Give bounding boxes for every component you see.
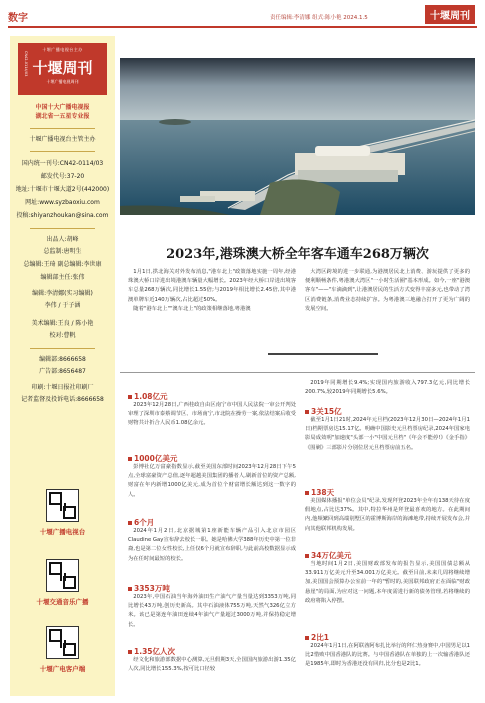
item-body: 当地时间1月2日,美国财政部发布的报告显示,美国国债总额从33.911万亿美元升至34.001万亿美元。截至目前,未来几周将继续增加,美国国会预算办公室前一年的"暂时的,美国联邦政府正在面临"财政悬崖"的局面,为应对这一问题,本年度需进行新的债务管理,若将继续的政府将陷入停摆。 xyxy=(305,561,470,604)
item-title: 6个月 xyxy=(128,517,154,528)
tagline-1: 中国十大广播电视报 xyxy=(35,104,90,111)
qr-code-radio[interactable] xyxy=(46,559,79,592)
editors-line-4: 李伟 / 于子涵 xyxy=(44,302,81,309)
item-title: 1.08亿元 xyxy=(128,391,168,402)
masthead-code: CN42-0114/03 xyxy=(24,51,28,77)
email: 投稿:shiyanzhoukan@sina.com xyxy=(16,212,109,219)
website: 网址:www.syzbaoxiu.com xyxy=(25,199,100,206)
divider xyxy=(30,348,95,349)
qr-code-app[interactable] xyxy=(46,626,79,659)
qr-caption-app: 十堰广电客户端 xyxy=(39,665,86,673)
item-body: 经文化和旅游部数据中心测算,元旦假期3天,全国国内旅游出游1.35亿人次,同比增长155.3%,按可比口径较 xyxy=(128,657,296,673)
publication-code: 国内统一刊号:CN42-0114/03 xyxy=(21,160,104,167)
masthead-block xyxy=(18,43,107,95)
page-header xyxy=(0,0,485,30)
article-paragraph: 1月1日,拱北海关对外发布消息,"港车北上"政策落地实施一周年,经港珠澳大桥口岸进出境港澳车辆量大幅增长。2023年经大桥口岸进出境客车总量268万辆次,同比增长1.55倍;与2019年相比增长2.45倍,其中港澳单牌车近140万辆次,占比超过50%。 xyxy=(128,269,296,303)
article-column-2 xyxy=(305,268,470,314)
item-body: 截至1月1日21时,2024年元旦档(2023年12月30日—2024年1月1日)档期票房达15.17亿。明确中国影史元旦档票房纪录,2024年国家电影局成效明"加速度"头部一小"中国元旦档"《年会不能停!》《金手指》《围剿》三部影片分别位居元旦档票房前五名。 xyxy=(305,417,470,451)
item-title: 34万亿美元 xyxy=(305,550,351,561)
masthead-subtitle: 十堰广播电视周刊 xyxy=(46,79,79,84)
item-body: 2024年1月1日,在阿联酋阿布扎比举行的拜仁热身赛中,中国男足以1比2惜败中国香港队的比赛。与中国香港队在单独的上一次输香港队还是1985年,即时为香港还没有回归,比分也是2比1。 xyxy=(305,643,470,668)
printer: 印刷:十堰日报社印刷厂 xyxy=(31,384,94,391)
editors-line-1: 总编辑:王琦 副总编辑:李世康 xyxy=(23,261,102,268)
phone-ads: 广告部:8656487 xyxy=(39,368,86,375)
qr-caption-radio: 十堰交通音乐广播 xyxy=(36,598,89,606)
article-paragraph: 随着"港车北上""澳车北上"的政策相继落地,粤港澳 xyxy=(133,305,251,312)
brand-logo: 十堰周刊 xyxy=(425,5,475,24)
masthead-sponsor: 十堰广播电视台主办 xyxy=(42,47,83,52)
item-title: 2比1 xyxy=(305,632,329,643)
art-editor: 美术编辑:王良 / 陈小艳 xyxy=(31,320,94,327)
section-label: 数字 xyxy=(8,13,28,24)
item-body: 2023年12月28日,广西桂政自由区南宁市中国人民法院一审公开判处审理了深圳市泰蔡调节区、市场南宁,市北院在操劳一案,依法结案后收受财物共计折合人民币1.08亿余元。 xyxy=(128,402,296,427)
section-divider xyxy=(120,372,475,373)
tagline-2: 湖北省一五星专业报 xyxy=(35,113,90,120)
divider xyxy=(30,151,95,152)
editors-line-3: 编辑:李清娜(实习编辑) xyxy=(32,290,93,297)
masthead-sidebar xyxy=(10,36,115,696)
publisher: 出品人:胡峰 xyxy=(46,236,79,243)
bridge-photo xyxy=(120,58,475,215)
article-headline: 2023年,港珠澳大桥全年客车通车268万辆次 xyxy=(166,247,429,262)
editor-credits: 责任编辑:李清娜 组式:陈小艳 2024.1.5 xyxy=(270,15,368,21)
item-body: 2023年,中国石油当年海外油田生产油气产量当量达到3353万吨,同比增长43万吨,创历史新高。其中石油液体755万吨,天然气326亿立方米。该已是第连年油田连续4年油气产量超过3000万吨,并保持稳定增长。 xyxy=(128,594,296,628)
chief-editor: 总监制:唐明生 xyxy=(43,248,82,255)
sponsor-line: 十堰广播电视台主管主办 xyxy=(29,136,96,143)
editors-line-2: 编辑部主任:张伟 xyxy=(40,274,85,281)
divider xyxy=(30,128,95,129)
masthead-title: 十堰周刊 xyxy=(32,59,93,77)
header-rule xyxy=(8,26,477,28)
item-body: 彭博社亿万富豪指数显示,截至美国东部时间2023年12月28日下午5点,全球富豪资产总值,逐年超越美国集团的播者人,刷新首位的资产总额,财富在年内新增1000亿美元,成为首位个财富增长额达到这一数字的人。 xyxy=(128,464,296,498)
divider xyxy=(30,228,95,229)
item-body-continued: 2019年同期增长9.4%;实现国内旅游收入797.3亿元,同比增长200.7%,较2019年同期增长5.6%。 xyxy=(305,380,470,396)
item-title: 3353万吨 xyxy=(128,583,170,594)
qr-code-tv[interactable] xyxy=(46,489,79,522)
item-title: 3关15亿 xyxy=(305,406,342,417)
article-paragraph: 大湾区跨境的进一步联通,为港澳居民北上消费、游玩提供了更多的便利顺畅条件,粤港澳大湾区"一小时生活圈"基本形成。如今,一座"港澳客车"——"车滴滴到",让港澳居民的生活方式变得丰富多元,也带动了湾区消费链条,消费业态持续扩容。为粤港澳三地融合打开了更为广阔的发展空间。 xyxy=(305,269,470,312)
article-column-1 xyxy=(128,268,296,314)
address: 地址:十堰市十堰大道2号(442000) xyxy=(15,186,110,193)
postal-code: 邮发代号:37-20 xyxy=(40,173,85,180)
proofreader: 校对:曹帆 xyxy=(49,332,76,339)
complaint-hotline: 记者监督及投诉电话:8666658 xyxy=(21,396,104,403)
item-title: 1.35亿人次 xyxy=(128,646,175,657)
accent-bar xyxy=(268,353,378,355)
item-title: 1000亿美元 xyxy=(128,453,177,464)
qr-caption-tv: 十堰广播电视台 xyxy=(39,528,86,536)
item-body: 美国媒体播报"单位会员"纪录,发现拜登2023年全年有138天待在度假地点,占比达37%。其中,特拉华州是拜登最喜欢的地方。在此期间内,他频繁回到高端别墅区的霍博斯海岸的海滩地带,持续开展发布会,并向其他联邦机构发展。 xyxy=(305,498,470,532)
item-body: 2024年1月2日,北京据城第1座新能车辆产品引入北京市园区Claudine Gay宣布辞去校长一职。她是哈佛大学388年历史中第一位非裔,也是第二位女性校长,上任仅6个月就宣布辞职,与此前高校数据显示成为在任时间最短的校长。 xyxy=(128,528,296,562)
item-title: 138天 xyxy=(305,487,334,498)
phone-editorial: 编辑部:8666658 xyxy=(39,356,86,363)
